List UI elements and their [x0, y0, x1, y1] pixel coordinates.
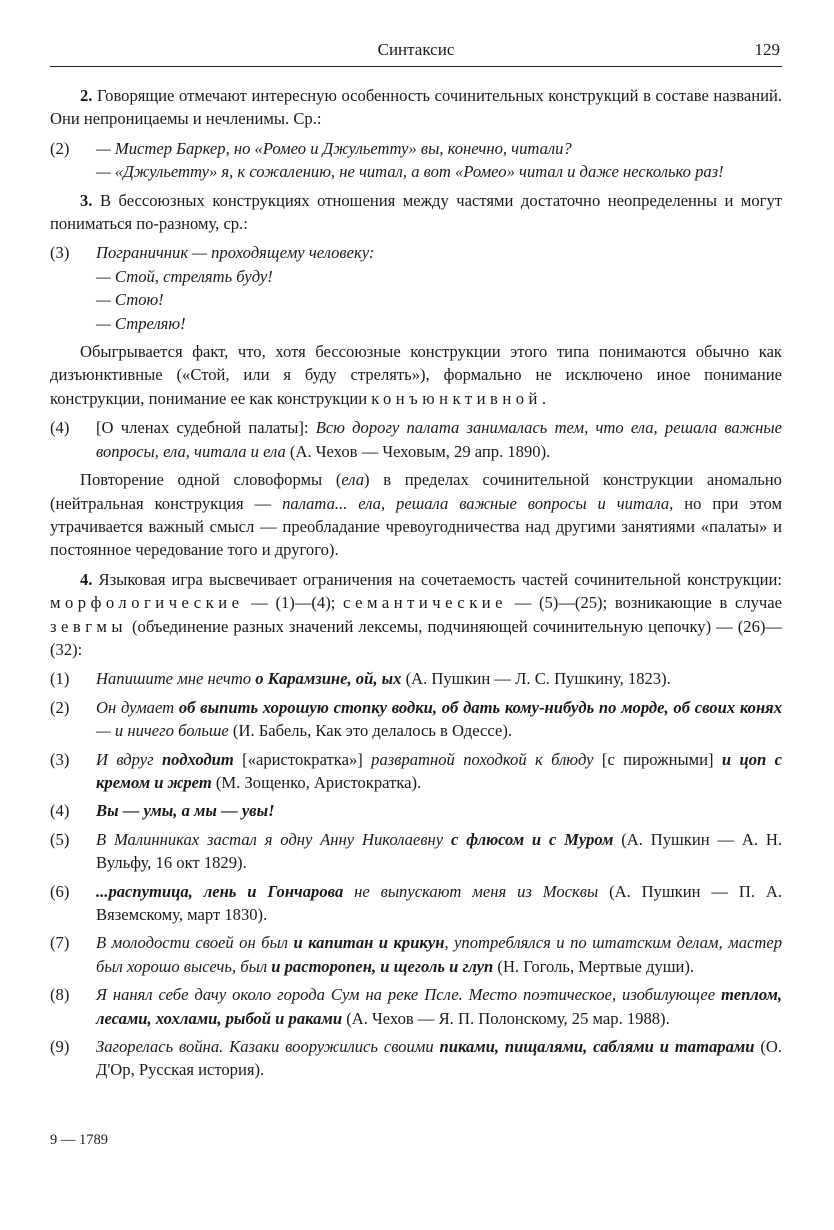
running-header — [50, 36, 782, 67]
example-note: [с пирожными] — [593, 749, 722, 769]
example-number: (2) — [50, 697, 70, 717]
example-quote: , употреблялся и по штатским делам, мастер был хорошо высечь, был — [96, 933, 782, 976]
example-source: (Н. Гоголь, Мертвые души). — [493, 956, 695, 976]
section-title: Синтаксис — [377, 40, 455, 59]
example-line: — Мистер Баркер, но «Ромео и Джульетту» вы, конечно, читали? — [96, 138, 572, 158]
paragraph-number: 2. — [80, 86, 93, 105]
paragraph-text: Языковая игра высвечивает ограничения на сочетаемость частей сочинительной конструкции: — [92, 569, 782, 589]
example-quote: развратной походкой к блюду — [371, 749, 594, 769]
paragraph-number: 4. — [80, 569, 93, 589]
paragraph-text: В бессоюзных конструкциях отношения между частями достаточно неопределенны и могут пониматься по-разному, ср.: — [50, 190, 782, 234]
example-3 — [50, 748, 782, 795]
spaced-term: зевгмы — [50, 616, 127, 636]
example-source: (А. Чехов — Я. П. Полонскому, 25 мар. 1988). — [342, 1008, 670, 1028]
example-4a — [50, 416, 782, 463]
paragraph-text: — (1)—(4); — [243, 593, 344, 613]
italic-term: палата... ела, решала важные вопросы и читала — [282, 493, 670, 513]
example-note: [О членах судебной палаты]: — [96, 418, 316, 438]
example-quote: В молодости своей он был — [96, 933, 294, 953]
page-number: 129 — [754, 40, 780, 59]
example-source: (А. Пушкин — Л. С. Пушкину, 1823). — [401, 669, 671, 689]
spaced-term: конъюнктивной — [371, 388, 542, 408]
example-source: (М. Зощенко, Аристократка). — [211, 772, 422, 792]
example-highlight: подходит — [161, 749, 234, 769]
example-number: (7) — [50, 933, 70, 953]
example-9 — [50, 1035, 782, 1082]
example-quote: — и ничего больше — [96, 721, 229, 741]
example-line: — Стреляю! — [96, 313, 186, 333]
paragraph-4 — [50, 568, 782, 662]
paragraph-3 — [50, 189, 782, 236]
paragraph-text: Повторение одной словоформы ( — [80, 470, 342, 490]
example-7 — [50, 931, 782, 978]
example-2a — [50, 137, 782, 184]
example-highlight: и расторопен, и щеголь и глуп — [271, 956, 494, 976]
example-line: Пограничник — проходящему человеку: — [96, 243, 375, 263]
example-line: — Стой, стрелять буду! — [96, 266, 273, 286]
spaced-term: морфологические — [50, 593, 244, 613]
example-source: (А. Пушкин — А. Н. Вульфу, 16 окт 1829). — [96, 829, 782, 873]
paragraph-number: 3. — [80, 190, 93, 210]
example-6 — [50, 880, 782, 927]
example-quote: Я нанял себе дачу около города Сум на реке Псле. Место поэтическое, изобилующее — [96, 985, 722, 1005]
example-highlight: и капитан и крикун — [293, 933, 445, 953]
example-number: (9) — [50, 1037, 70, 1057]
example-number: (4) — [50, 801, 70, 821]
example-quote: И вдруг — [96, 749, 162, 769]
example-number: (3) — [50, 749, 70, 769]
example-quote: не выпускают меня из Москвы — [343, 881, 599, 901]
example-highlight: теплом, лесами, хохлами, рыбой и раками — [96, 985, 782, 1028]
paragraph-text: Обыгрывается факт, что, хотя бессоюзные конструкции этого типа понимаются обычно как дизъюнктивные («Стой, или я буду стрелять»), формально не исключено иное понимание конструкции, понимание ее как конструкции — [50, 342, 782, 408]
example-line: — «Джульетту» я, к сожалению, не читал, а вот «Ромео» читал и даже несколько раз! — [96, 162, 724, 182]
example-number: (2) — [50, 138, 70, 158]
example-source: (И. Бабель, Как это делалось в Одессе). — [228, 721, 513, 741]
example-highlight: об выпить хорошую стопку водки, об дать кому-нибудь по морде, об своих конях — [178, 697, 783, 717]
example-highlight: и цоп с кремом и жрет — [96, 749, 782, 792]
example-quote: Загорелась война. Казаки вооружились своими — [96, 1037, 440, 1057]
example-highlight: Вы — умы, а мы — увы! — [96, 801, 275, 821]
example-source: (О. Д'Ор, Русская история). — [96, 1037, 782, 1080]
example-number: (1) — [50, 669, 70, 689]
example-highlight: о Карамзине, ой, ых — [255, 669, 402, 689]
example-2 — [50, 696, 782, 743]
paragraph-text: Говорящие отмечают интересную особенность сочинительных конструкций в составе названий. Они непроницаемы и нечленимы. Ср.: — [50, 86, 782, 129]
italic-term: ела — [341, 470, 365, 490]
example-number: (3) — [50, 243, 70, 263]
example-source: (А. Пушкин — П. А. Вяземскому, март 1830). — [96, 881, 783, 924]
example-quote: Всю дорогу палата занималась тем, что ела, решала важные вопросы, ела, читала и ела — [96, 418, 782, 461]
example-number: (6) — [50, 881, 70, 901]
example-number: (4) — [50, 418, 70, 438]
signature-mark: 9 — 1789 — [50, 1132, 108, 1148]
example-3a — [50, 241, 782, 335]
paragraph-text: . — [541, 388, 547, 408]
paragraph-2 — [50, 84, 782, 131]
example-note: [«аристократка»] — [233, 749, 372, 769]
example-number: (8) — [50, 985, 70, 1005]
paragraph-text: — (5)—(25); возникающие в случае — [507, 593, 782, 613]
example-4 — [50, 799, 782, 822]
paragraph-text: , но при этом утрачивается важный смысл — преобладание чревоугодничества над другими занятиями «палаты» и постоянное чередование того и другого). — [50, 493, 782, 560]
spaced-term: семантические — [343, 593, 508, 613]
paragraph-obygryvaetsya — [50, 340, 782, 410]
page-body — [50, 84, 782, 1087]
paragraph-text: (объединение разных значений лексемы, подчиняющей сочинительную цепочку) — (26)—(32): — [50, 616, 782, 659]
example-source: (А. Чехов — Чеховым, 29 апр. 1890). — [285, 441, 551, 461]
example-number: (5) — [50, 829, 70, 849]
example-5 — [50, 828, 782, 875]
example-quote: В Малинниках застал я одну Анну Николаевну — [96, 829, 451, 849]
example-quote: Напишите мне нечто — [96, 669, 256, 689]
paragraph-repeat — [50, 468, 782, 562]
paragraph-text: ) в пределах сочинительной конструкции аномально (нейтральная конструкция — — [50, 470, 782, 513]
example-highlight: с флюсом и с Муром — [451, 829, 614, 849]
example-quote: Он думает — [96, 697, 179, 717]
example-highlight: пиками, пищалями, саблями и татарами — [439, 1037, 755, 1057]
example-1 — [50, 667, 782, 690]
example-line: — Стою! — [96, 290, 164, 310]
example-highlight: ...распутица, лень и Гончарова — [96, 881, 344, 901]
example-8 — [50, 983, 782, 1030]
